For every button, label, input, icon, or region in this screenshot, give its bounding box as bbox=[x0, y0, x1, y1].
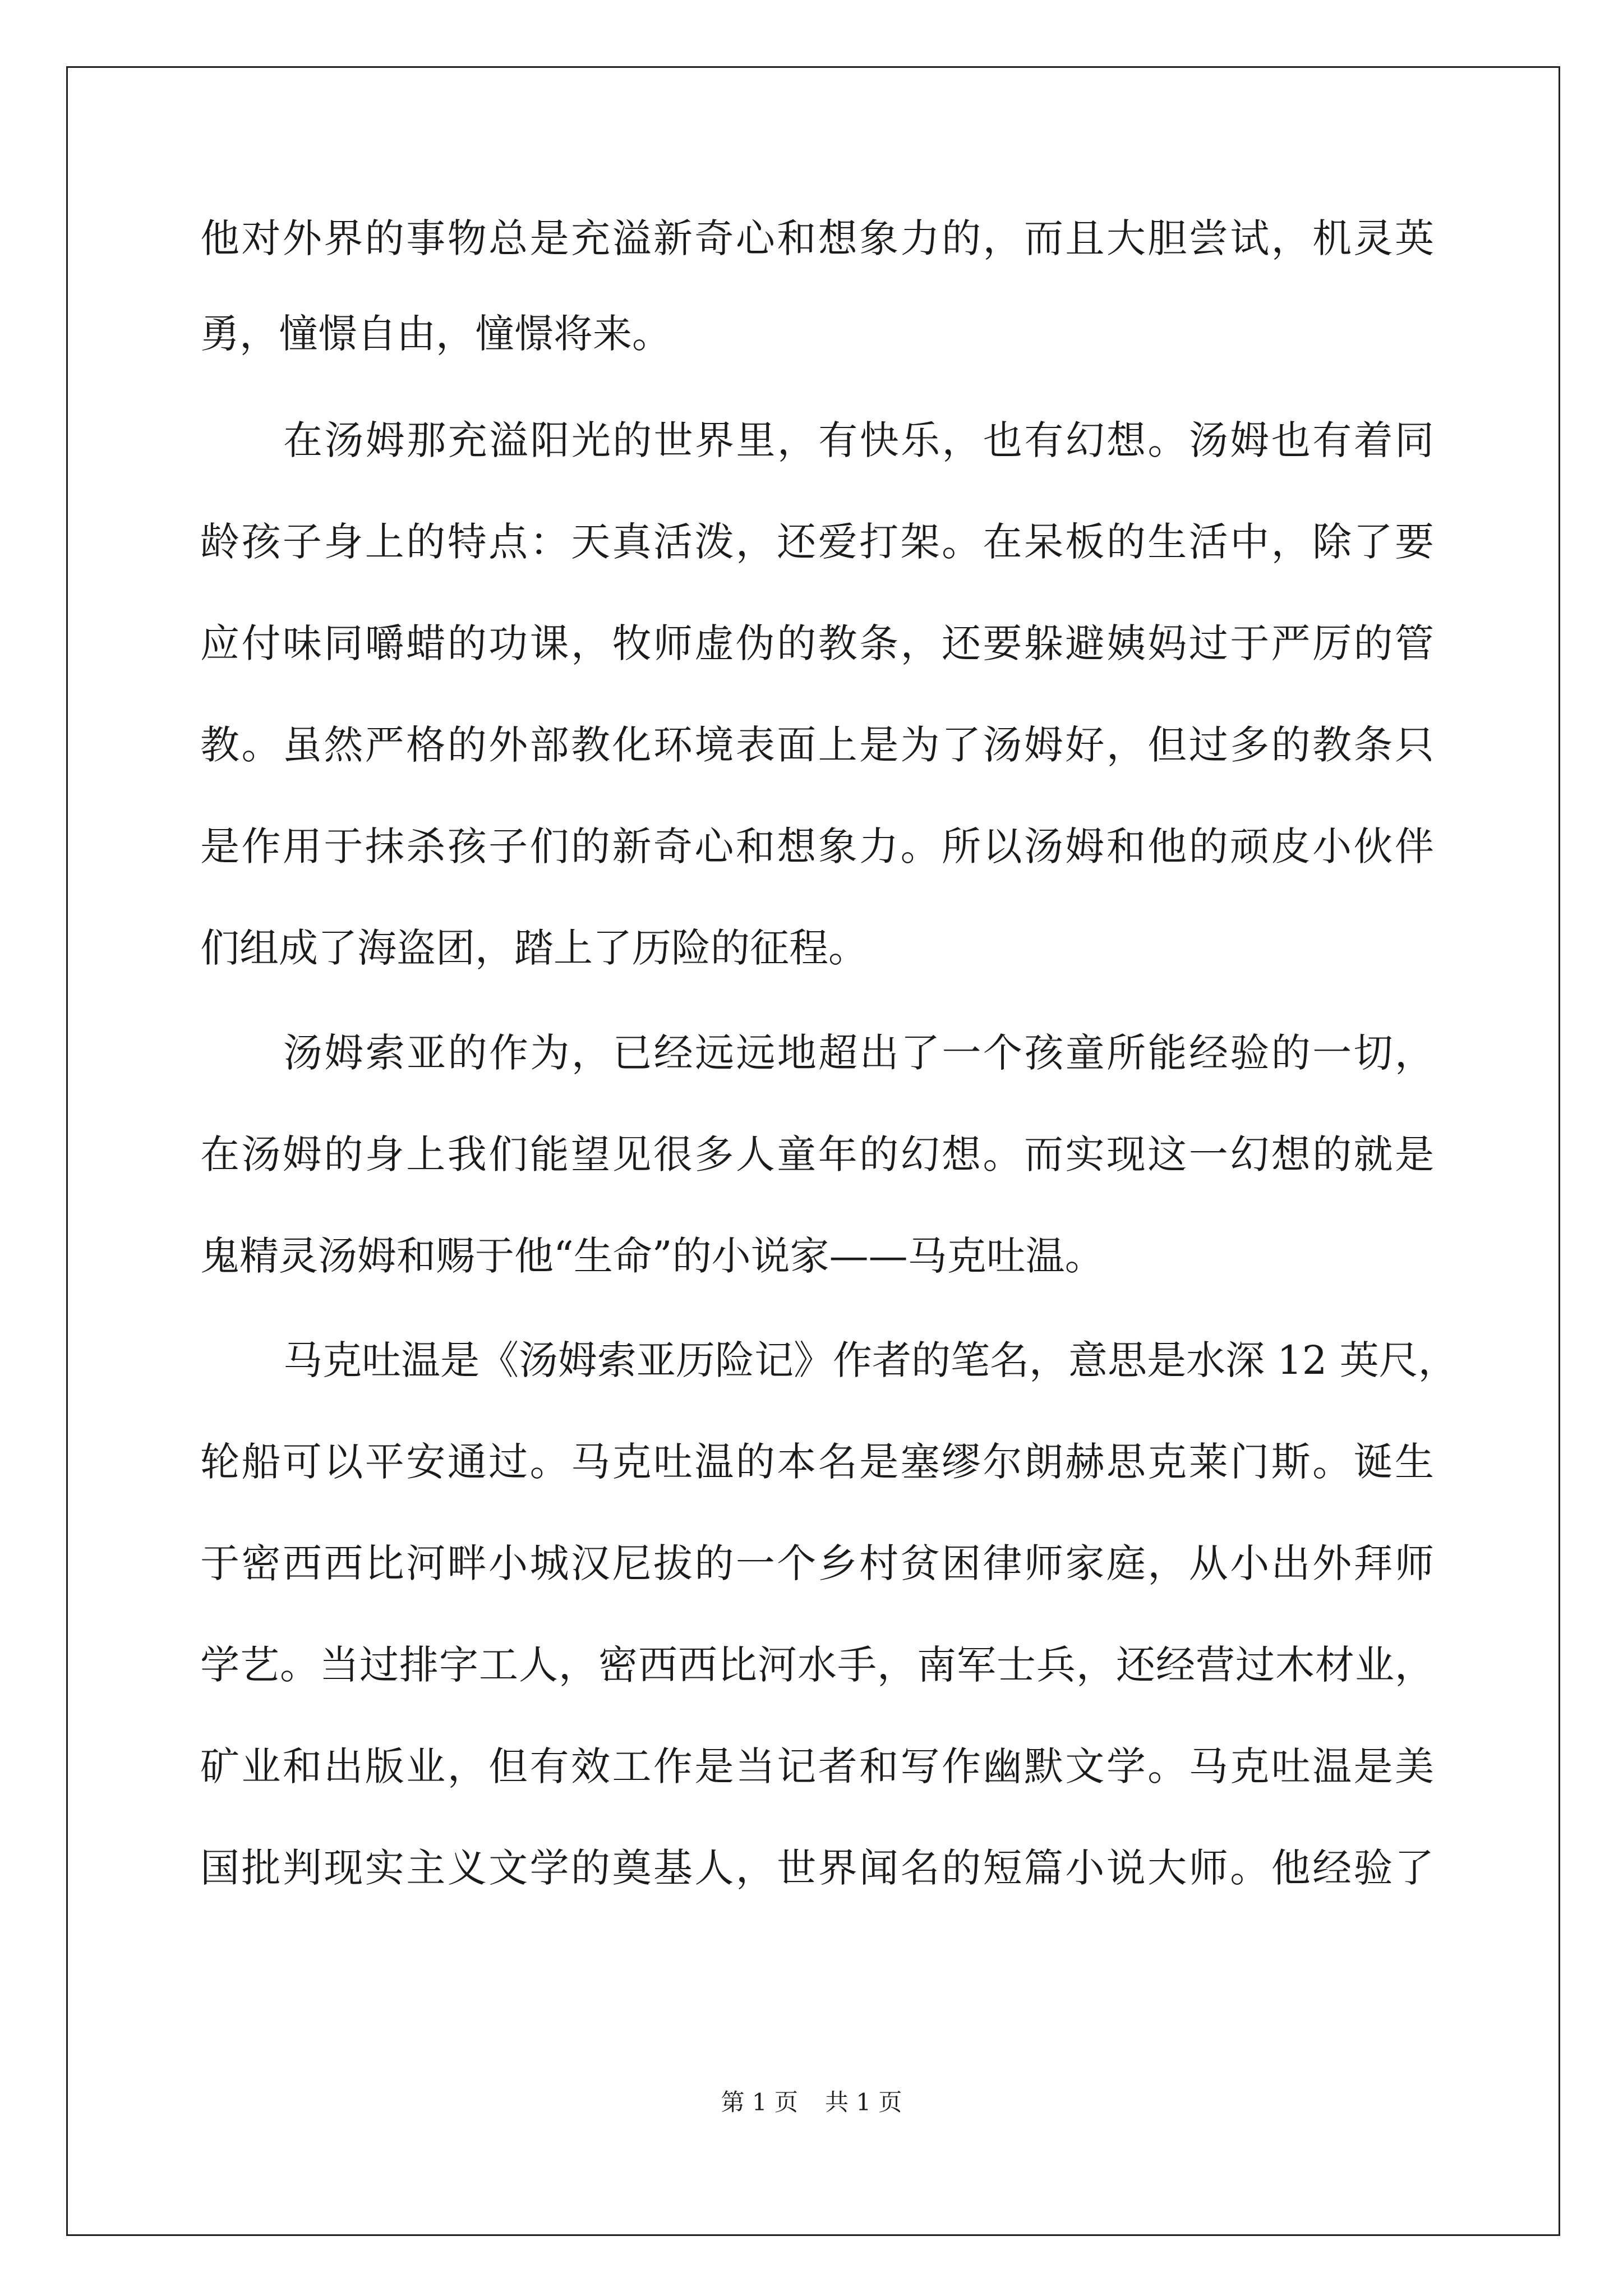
page-total: 共 1 页 bbox=[825, 2088, 902, 2116]
text-line: 他对外界的事物总是充溢新奇心和想象力的，而且大胆尝试，机灵英 bbox=[200, 215, 1434, 261]
paragraph-first-line: 马克吐温是《汤姆索亚历险记》作者的笔名，意思是水深 12 英尺， bbox=[283, 1337, 1458, 1383]
paragraph-first-line: 在汤姆那充溢阳光的世界里，有快乐，也有幻想。汤姆也有着同 bbox=[283, 417, 1434, 463]
text-line: 们组成了海盗团，踏上了历险的征程。 bbox=[200, 925, 868, 971]
text-line: 龄孩子身上的特点：天真活泼，还爱打架。在呆板的生活中，除了要 bbox=[200, 519, 1434, 565]
text-line: 教。虽然严格的外部教化环境表面上是为了汤姆好，但过多的教条只 bbox=[200, 722, 1434, 768]
text-line: 轮船可以平安通过。马克吐温的本名是塞缪尔朗赫思克莱门斯。诞生 bbox=[200, 1439, 1434, 1485]
text-line: 于密西西比河畔小城汉尼拔的一个乡村贫困律师家庭，从小出外拜师 bbox=[200, 1540, 1434, 1586]
paragraph-first-line: 汤姆索亚的作为，已经远远地超出了一个孩童所能经验的一切， bbox=[283, 1030, 1434, 1076]
text-line: 鬼精灵汤姆和赐于他“生命”的小说家——马克吐温。 bbox=[200, 1233, 1104, 1279]
text-line: 勇，憧憬自由，憧憬将来。 bbox=[200, 311, 671, 357]
text-line: 学艺。当过排字工人，密西西比河水手，南军士兵，还经营过木材业， bbox=[200, 1642, 1434, 1688]
text-line: 是作用于抹杀孩子们的新奇心和想象力。所以汤姆和他的顽皮小伙伴 bbox=[200, 823, 1434, 869]
page-footer bbox=[0, 2086, 1623, 2119]
text-line: 应付味同嚼蜡的功课，牧师虚伪的教条，还要躲避姨妈过于严厉的管 bbox=[200, 620, 1434, 666]
text-line: 矿业和出版业，但有效工作是当记者和写作幽默文学。马克吐温是美 bbox=[200, 1743, 1434, 1789]
page-number: 第 1 页 bbox=[721, 2088, 798, 2116]
text-line: 国批判现实主义文学的奠基人，世界闻名的短篇小说大师。他经验了 bbox=[200, 1845, 1434, 1891]
text-line: 在汤姆的身上我们能望见很多人童年的幻想。而实现这一幻想的就是 bbox=[200, 1131, 1434, 1177]
